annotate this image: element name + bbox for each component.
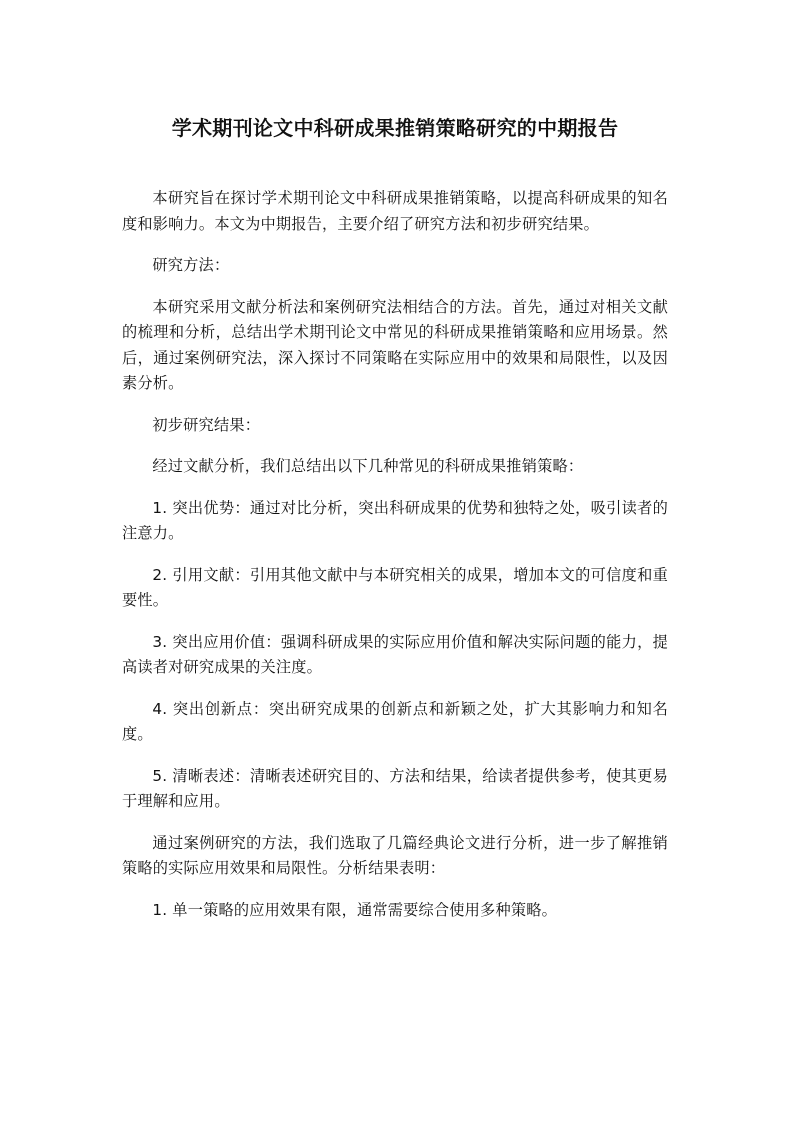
list-item-strategy-4: 4. 突出创新点：突出研究成果的创新点和新颖之处，扩大其影响力和知名度。	[122, 699, 668, 743]
list-item-finding-1: 1. 单一策略的应用效果有限，通常需要综合使用多种策略。	[152, 900, 557, 919]
list-item-strategy-5: 5. 清晰表述：清晰表述研究目的、方法和结果，给读者提供参考，使其更易于理解和应用。	[122, 766, 668, 810]
paragraph-intro: 本研究旨在探讨学术期刊论文中科研成果推销策略，以提高科研成果的知名度和影响力。本文为中期报告，主要介绍了研究方法和初步研究结果。	[122, 189, 668, 233]
paragraph-case-study: 通过案例研究的方法，我们选取了几篇经典论文进行分析，进一步了解推销策略的实际应用效果和局限性。分析结果表明：	[122, 833, 668, 877]
list-item-strategy-2: 2. 引用文献：引用其他文献中与本研究相关的成果，增加本文的可信度和重要性。	[122, 565, 668, 609]
section-heading-results: 初步研究结果：	[152, 415, 261, 434]
paragraph-results-intro: 经过文献分析，我们总结出以下几种常见的科研成果推销策略：	[152, 457, 584, 475]
paragraph-methods: 本研究采用文献分析法和案例研究法相结合的方法。首先，通过对相关文献的梳理和分析，总结出学术期刊论文中常见的科研成果推销策略和应用场景。然后，通过案例研究法，深入探讨不同策略在实际应用中的效果和局限性，以及因素分析。	[122, 297, 668, 392]
list-item-strategy-1: 1. 突出优势：通过对比分析，突出科研成果的优势和独特之处，吸引读者的注意力。	[122, 498, 668, 542]
document-title: 学术期刊论文中科研成果推销策略研究的中期报告	[171, 116, 619, 140]
section-heading-methods: 研究方法：	[152, 256, 230, 274]
list-item-strategy-3: 3. 突出应用价值：强调科研成果的实际应用价值和解决实际问题的能力，提高读者对研究成果的关注度。	[122, 632, 668, 676]
document-body	[122, 186, 668, 923]
